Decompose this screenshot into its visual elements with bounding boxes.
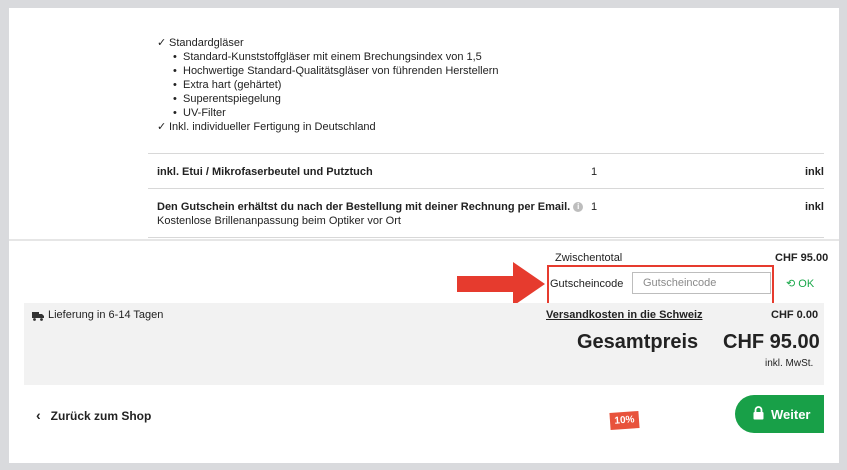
back-to-shop-link[interactable]	[36, 407, 151, 423]
coupon-label: Gutscheincode	[550, 278, 624, 290]
row-label-case: inkl. Etui / Mikrofaserbeutel und Putztuch	[157, 166, 373, 178]
total-label: Gesamtpreis	[577, 331, 699, 353]
delivery-time: Lieferung in 6-14 Tagen	[48, 309, 164, 321]
feature-item: Extra hart (gehärtet)	[183, 79, 282, 91]
feature-standard-glass: Standardgläser	[169, 37, 244, 49]
row-price: inkl	[805, 166, 824, 178]
lock-icon	[753, 406, 764, 420]
continue-button[interactable]	[735, 395, 824, 433]
feature-item: Superentspiegelung	[183, 93, 281, 105]
bullet-icon: •	[173, 107, 177, 119]
row-qty: 1	[591, 201, 598, 213]
feature-item: Hochwertige Standard-Qualitätsgläser von führenden Herstellern	[183, 65, 499, 77]
discount-badge[interactable]: 10%	[609, 411, 639, 430]
ok-label: OK	[798, 278, 815, 290]
feature-item: UV-Filter	[183, 107, 226, 119]
row-label-voucher-text: Den Gutschein erhältst du nach der Bestellung mit deiner Rechnung per Email.	[157, 201, 571, 213]
row-sublabel: Kostenlose Brillenanpassung beim Optiker vor Ort	[157, 215, 401, 227]
refresh-icon: ⟲	[786, 278, 796, 290]
divider	[148, 188, 824, 189]
bullet-icon: •	[173, 51, 177, 63]
info-icon[interactable]: i	[573, 202, 583, 212]
cart-page	[9, 8, 839, 463]
subtotal-value: CHF 95.00	[775, 252, 829, 264]
subtotal-label: Zwischentotal	[555, 252, 623, 264]
arrow-icon	[457, 260, 545, 308]
shipping-link[interactable]: Versandkosten in die Schweiz	[546, 309, 703, 321]
bullet-icon: •	[173, 65, 177, 77]
feature-manufacturing: Inkl. individueller Fertigung in Deutschland	[169, 121, 376, 133]
apply-coupon-button[interactable]	[786, 277, 814, 290]
vat-note: inkl. MwSt.	[765, 358, 814, 369]
summary-separator	[9, 239, 839, 241]
chevron-left-icon: ‹	[36, 407, 41, 423]
shipping-value: CHF 0.00	[771, 309, 819, 321]
check-icon: ✓	[157, 121, 167, 133]
divider	[148, 153, 824, 154]
feature-list	[157, 36, 499, 134]
row-price: inkl	[805, 201, 824, 213]
feature-item: Standard-Kunststoffgläser mit einem Brechungsindex von 1,5	[183, 51, 482, 63]
divider	[148, 237, 824, 238]
back-label: Zurück zum Shop	[50, 409, 152, 423]
coupon-input[interactable]	[632, 272, 771, 294]
total-panel	[24, 303, 824, 385]
bullet-icon: •	[173, 79, 177, 91]
truck-icon	[32, 312, 44, 321]
continue-label: Weiter	[771, 407, 811, 422]
row-label-voucher	[157, 200, 583, 214]
bullet-icon: •	[173, 93, 177, 105]
check-icon: ✓	[157, 37, 167, 49]
row-qty: 1	[591, 166, 598, 178]
total-value: CHF 95.00	[723, 331, 820, 353]
